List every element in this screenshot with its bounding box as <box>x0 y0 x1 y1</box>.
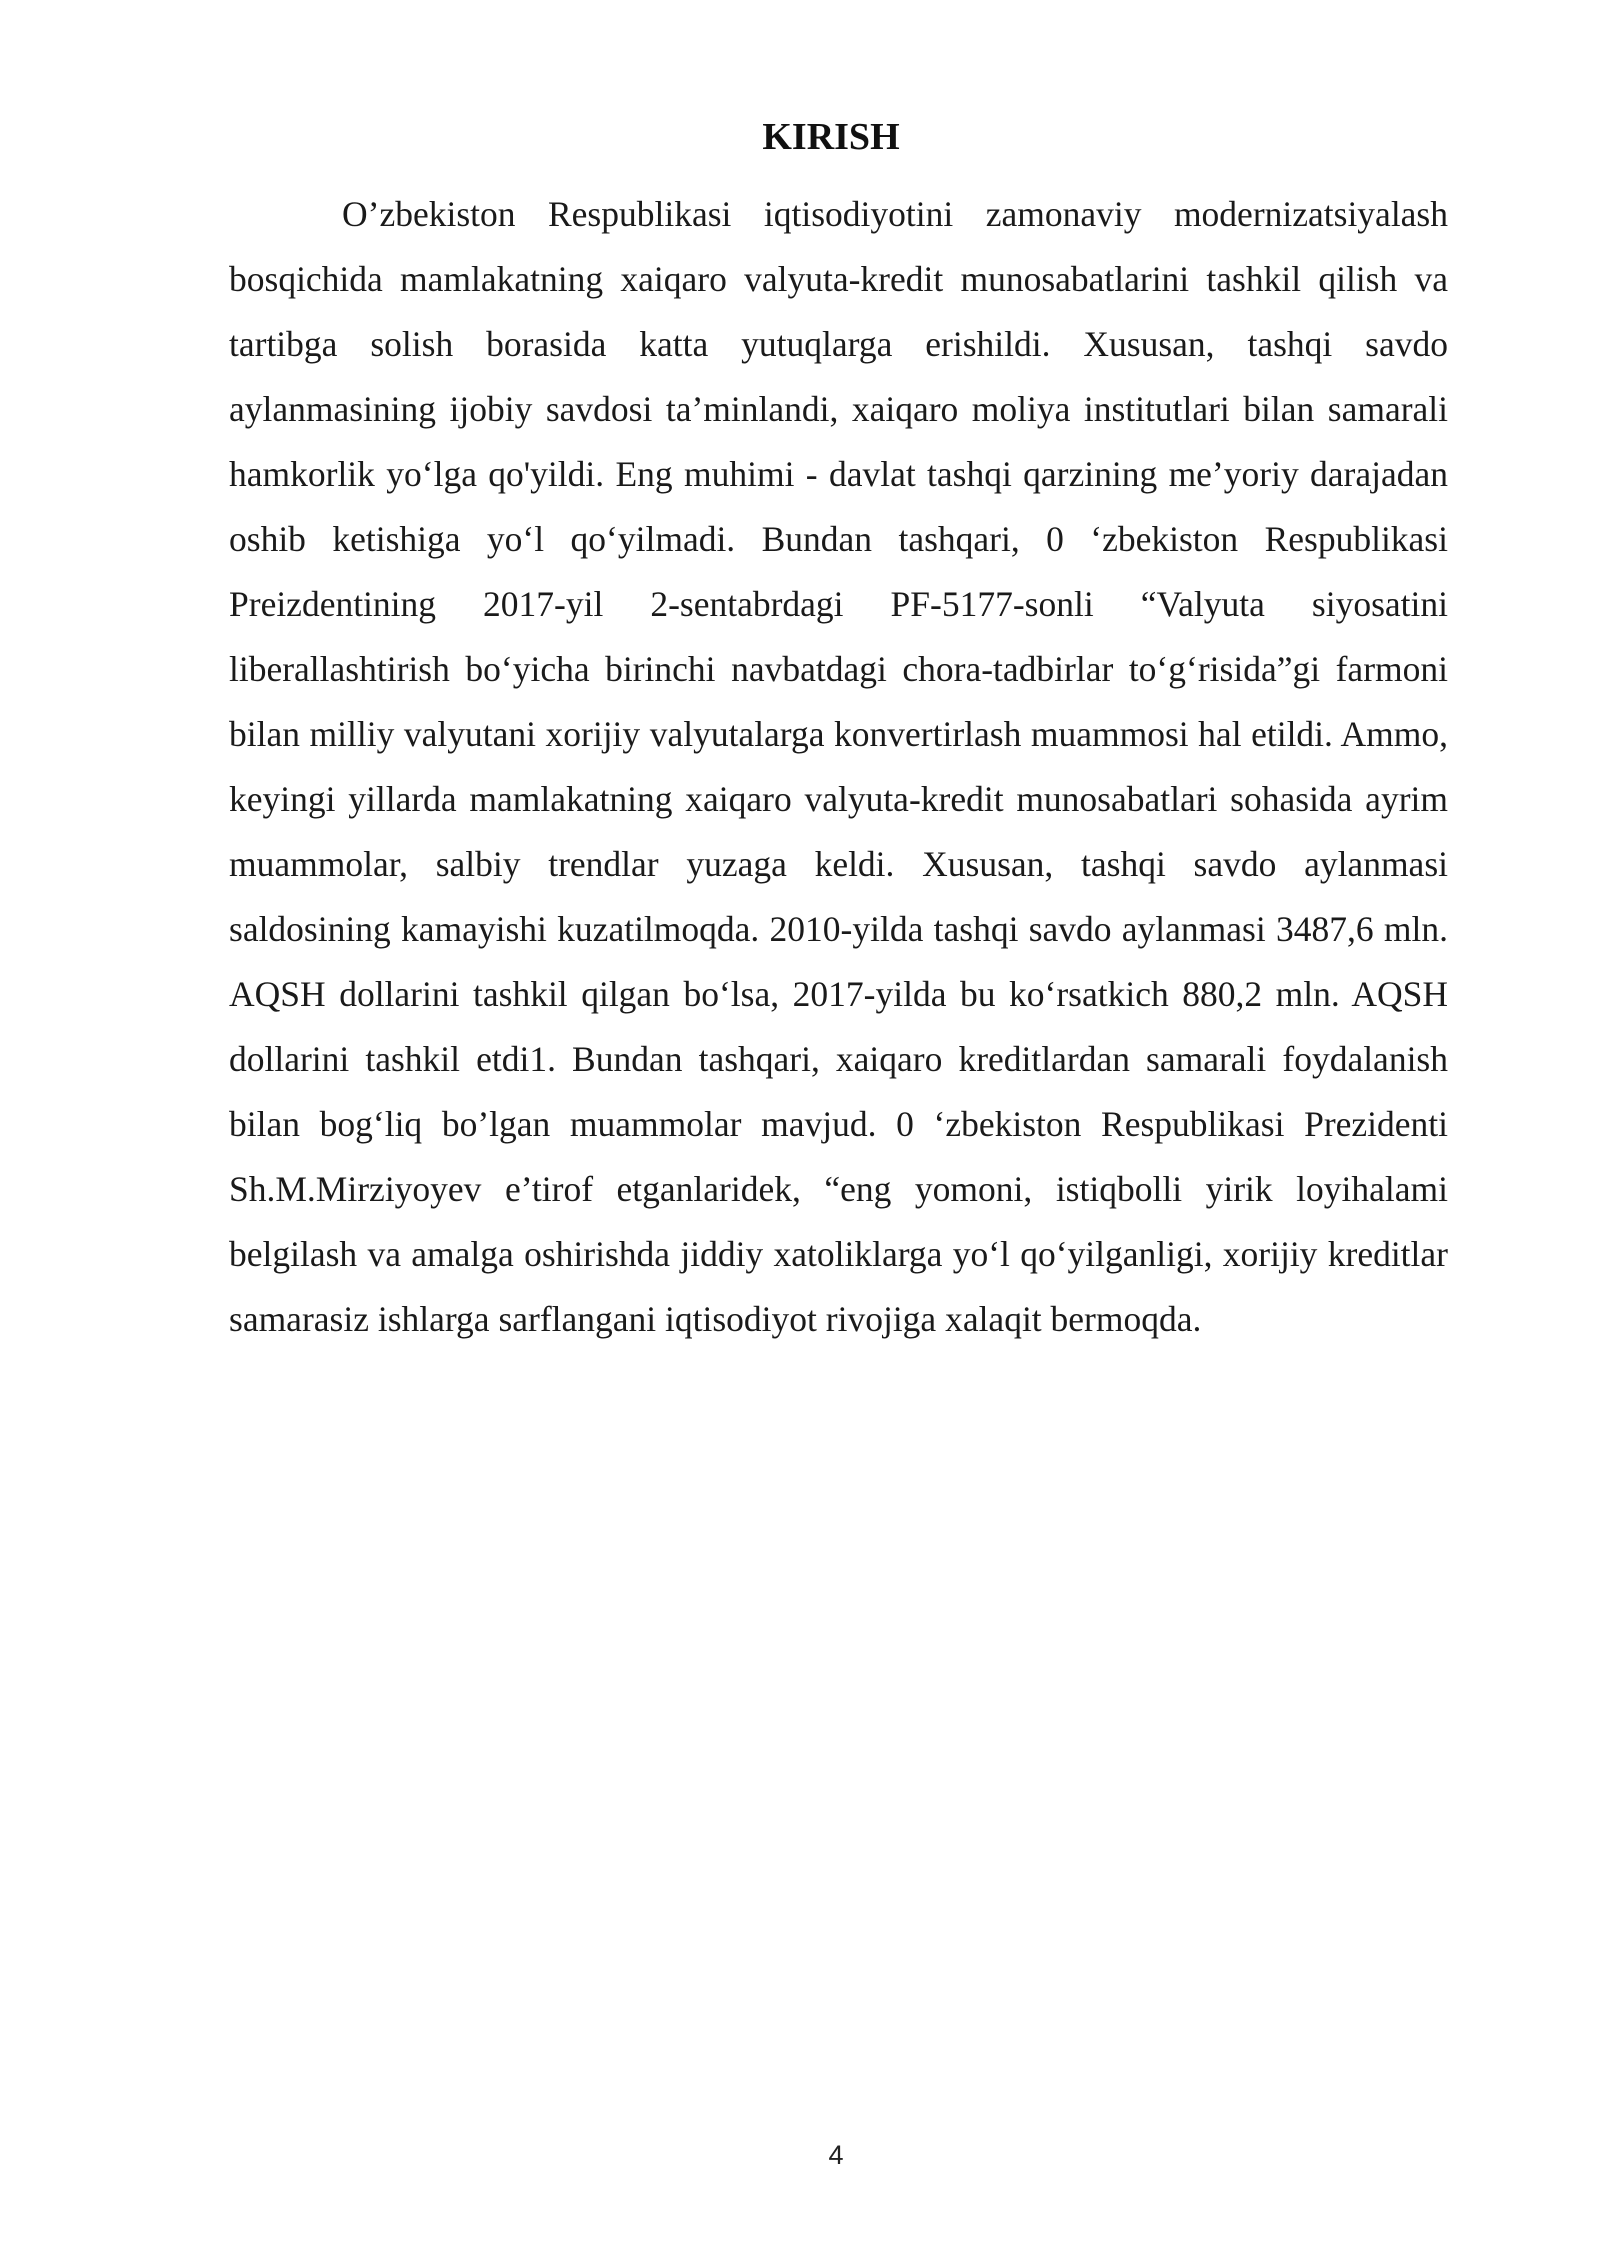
body-paragraph: O’zbekiston Respublikasi iqtisodiyotini zamonaviy modernizatsiyalash bosqichida mamlakatning xaiqaro valyuta-kredit munosabatlarini tashkil qilish va tartibga solish borasida katta yutuqlarga erishildi. Xususan, tashqi savdo aylanmasining ijobiy savdosi ta’minlandi, xaiqaro moliya institutlari bilan samarali hamkorlik yo‘lga qo'yildi. Eng muhimi - davlat tashqi qarzining me’yoriy darajadan oshib ketishiga yo‘l qo‘yilmadi. Bundan tashqari, 0 ‘zbekiston Respublikasi Preizdentining 2017-yil 2-sentabrdagi PF-5177-sonli “Valyuta siyosatini liberallashtirish bo‘yicha birinchi navbatdagi chora-tadbirlar to‘g‘risida”gi farmoni bilan milliy valyutani xorijiy valyutalarga konvertirlash muammosi hal etildi. Ammo, keyingi yillarda mamlakatning xaiqaro valyuta-kredit munosabatlari sohasida ayrim muammolar, salbiy trendlar yuzaga keldi. Xususan, tashqi savdo aylanmasi saldosining kamayishi kuzatilmoqda. 2010-yilda tashqi savdo aylanmasi 3487,6 mln. AQSH dollarini tashkil qilgan bo‘lsa, 2017-yilda bu ko‘rsatkich 880,2 mln. AQSH dollarini tashkil etdi1. Bundan tashqari, xaiqaro kreditlardan samarali foydalanish bilan bog‘liq bo’lgan muammolar mavjud. 0 ‘zbekiston Respublikasi Prezidenti Sh.M.Mirziyoyev e’tirof etganlaridek, “eng yomoni, istiqbolli yirik loyihalami belgilash va amalga oshirishda jiddiy xatoliklarga yo‘l qo‘yilganligi, xorijiy kreditlar samarasiz ishlarga sarflangani iqtisodiyot rivojiga xalaqit bermoqda. <box>229 194 1448 1339</box>
section-heading: KIRISH <box>762 116 900 158</box>
page-number: 4 <box>828 2140 844 2170</box>
